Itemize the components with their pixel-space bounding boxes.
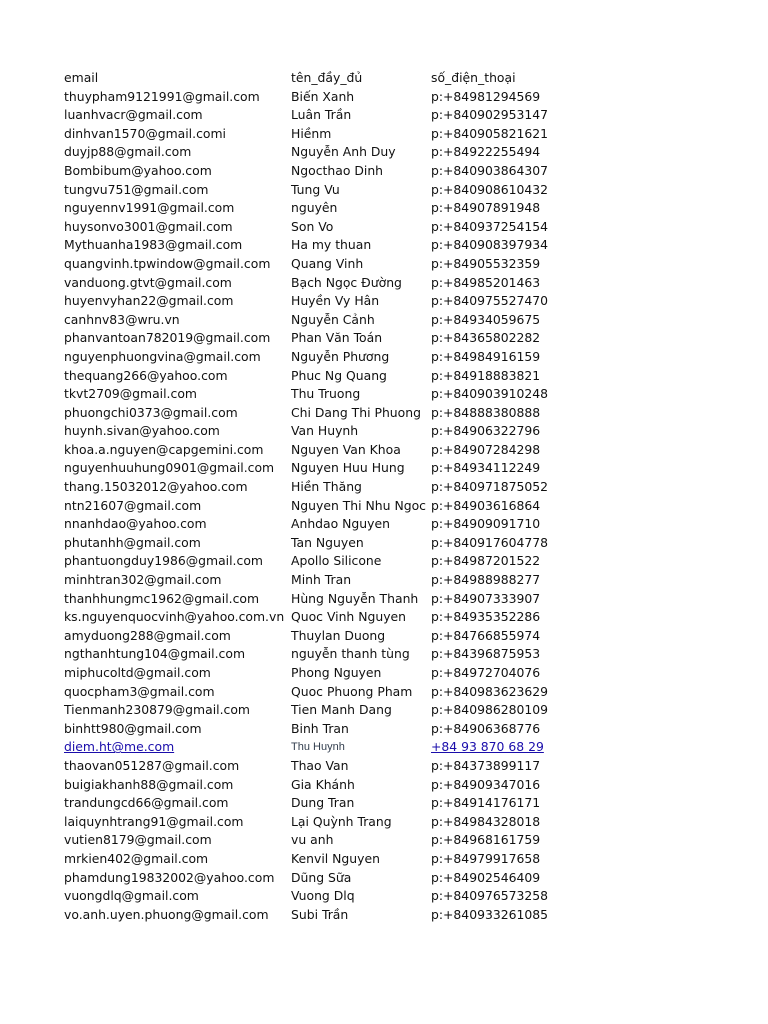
table-row bbox=[0, 906, 768, 925]
email-cell: vuongdlq@gmail.com bbox=[64, 888, 199, 904]
phone-cell: p:+84907284298 bbox=[431, 441, 541, 457]
name-cell: Quoc Phuong Pham bbox=[291, 683, 413, 699]
email-cell: Tienmanh230879@gmail.com bbox=[64, 702, 250, 718]
phone-cell: p:+84987201522 bbox=[431, 553, 541, 569]
table-row bbox=[0, 831, 768, 850]
name-cell: Kenvil Nguyen bbox=[291, 850, 380, 866]
name-cell: Minh Tran bbox=[291, 572, 352, 588]
name-cell: Binh Tran bbox=[291, 720, 349, 736]
table-row bbox=[0, 552, 768, 571]
email-cell: thang.15032012@yahoo.com bbox=[64, 479, 248, 495]
phone-cell: p:+84922255494 bbox=[431, 144, 541, 160]
name-cell: nguyễn thanh tùng bbox=[291, 646, 410, 662]
name-cell: Vuong Dlq bbox=[291, 888, 355, 904]
table-row bbox=[0, 701, 768, 720]
phone-cell: p:+840937254154 bbox=[431, 218, 549, 234]
phone-cell: p:+84902546409 bbox=[431, 869, 541, 885]
name-cell: Tung Vu bbox=[291, 181, 340, 197]
name-cell: Quoc Vinh Nguyen bbox=[291, 609, 407, 625]
phone-cell: p:+840917604778 bbox=[431, 534, 549, 550]
email-cell: dinhvan1570@gmail.comi bbox=[64, 125, 226, 141]
table-row bbox=[0, 106, 768, 125]
table-row bbox=[0, 738, 768, 757]
table-row bbox=[0, 274, 768, 293]
phone-cell: p:+84766855974 bbox=[431, 627, 541, 643]
name-cell: Biến Xanh bbox=[291, 88, 355, 104]
email-cell: thequang266@yahoo.com bbox=[64, 367, 228, 383]
table-row bbox=[0, 683, 768, 702]
phone-cell: p:+84909347016 bbox=[431, 776, 541, 792]
table-row bbox=[0, 869, 768, 888]
table-row bbox=[0, 329, 768, 348]
name-cell: Ngocthao Dinh bbox=[291, 162, 384, 178]
name-cell: Tien Manh Dang bbox=[291, 702, 392, 718]
phone-cell: p:+840905821621 bbox=[431, 125, 549, 141]
name-cell: Phuc Ng Quang bbox=[291, 367, 387, 383]
phone-cell: p:+84984916159 bbox=[431, 348, 541, 364]
table-row bbox=[0, 850, 768, 869]
name-cell: Nguyen Van Khoa bbox=[291, 441, 401, 457]
email-cell: huynh.sivan@yahoo.com bbox=[64, 423, 220, 439]
phone-cell: p:+840908397934 bbox=[431, 237, 549, 253]
phone-cell: p:+840976573258 bbox=[431, 888, 549, 904]
table-row bbox=[0, 571, 768, 590]
table-row bbox=[0, 292, 768, 311]
email-cell: miphucoltd@gmail.com bbox=[64, 665, 211, 680]
email-cell: ntn21607@gmail.com bbox=[64, 497, 202, 513]
phone-cell: p:+84934112249 bbox=[431, 460, 541, 476]
email-cell: Mythuanha1983@gmail.com bbox=[64, 237, 243, 253]
phone-cell: p:+84972704076 bbox=[431, 665, 541, 680]
name-cell: Quang Vinh bbox=[291, 255, 364, 271]
email-cell: quocpham3@gmail.com bbox=[64, 683, 215, 699]
table-row bbox=[0, 813, 768, 832]
phone-cell[interactable]: +84 93 870 68 29 bbox=[431, 739, 544, 755]
phone-cell: p:+84985201463 bbox=[431, 274, 541, 290]
email-cell: duyjp88@gmail.com bbox=[64, 144, 192, 160]
email-cell: phanvantoan782019@gmail.com bbox=[64, 330, 271, 346]
phone-cell: p:+84968161759 bbox=[431, 832, 541, 848]
phone-cell: p:+84914176171 bbox=[431, 795, 541, 811]
table-row bbox=[0, 590, 768, 609]
table-row bbox=[0, 125, 768, 144]
name-cell: Lại Quỳnh Trang bbox=[291, 813, 392, 829]
name-cell: Apollo Silicone bbox=[291, 553, 382, 569]
email-cell: binhtt980@gmail.com bbox=[64, 720, 202, 736]
table-body bbox=[0, 88, 768, 925]
email-cell: thaovan051287@gmail.com bbox=[64, 757, 240, 773]
email-cell: phuongchi0373@gmail.com bbox=[64, 404, 238, 420]
email-cell: nguyenphuongvina@gmail.com bbox=[64, 348, 261, 364]
name-cell: Phan Văn Toán bbox=[291, 330, 383, 346]
email-cell: Bombibum@yahoo.com bbox=[64, 162, 212, 178]
email-cell[interactable]: diem.ht@me.com bbox=[64, 739, 175, 755]
email-cell: tungvu751@gmail.com bbox=[64, 181, 209, 197]
table-row bbox=[0, 404, 768, 423]
email-cell: khoa.a.nguyen@capgemini.com bbox=[64, 441, 264, 457]
email-cell: phutanhh@gmail.com bbox=[64, 534, 201, 550]
column-header-name: tên_đầy_đủ bbox=[291, 70, 363, 85]
phone-cell: p:+84984328018 bbox=[431, 813, 541, 829]
table-row bbox=[0, 236, 768, 255]
phone-cell: p:+84909091710 bbox=[431, 516, 541, 532]
phone-cell: p:+84979917658 bbox=[431, 850, 541, 866]
name-cell: Nguyen Thi Nhu Ngoc bbox=[291, 497, 426, 513]
table-row bbox=[0, 887, 768, 906]
name-cell: Hiềnm bbox=[291, 125, 332, 141]
name-cell: Subi Trần bbox=[291, 906, 349, 922]
phone-cell: p:+84365802282 bbox=[431, 330, 541, 346]
phone-cell: p:+84918883821 bbox=[431, 367, 541, 383]
table-row bbox=[0, 255, 768, 274]
table-row bbox=[0, 608, 768, 627]
name-cell: Tan Nguyen bbox=[291, 534, 364, 550]
email-cell: vo.anh.uyen.phuong@gmail.com bbox=[64, 906, 269, 922]
name-cell: Ha my thuan bbox=[291, 237, 372, 253]
email-cell: laiquynhtrang91@gmail.com bbox=[64, 813, 244, 829]
name-cell: Thu Truong bbox=[291, 386, 361, 402]
table-row bbox=[0, 441, 768, 460]
table-row bbox=[0, 311, 768, 330]
name-cell: Son Vo bbox=[291, 218, 334, 234]
contact-table bbox=[0, 69, 768, 924]
email-cell: vutien8179@gmail.com bbox=[64, 832, 212, 848]
email-cell: thanhhungmc1962@gmail.com bbox=[64, 590, 260, 606]
email-cell: canhnv83@wru.vn bbox=[64, 311, 180, 327]
name-cell: Van Huynh bbox=[291, 423, 359, 439]
table-row bbox=[0, 218, 768, 237]
email-cell: amyduong288@gmail.com bbox=[64, 627, 231, 643]
email-cell: nguyenhuuhung0901@gmail.com bbox=[64, 460, 275, 476]
column-header-phone: số_điện_thoại bbox=[431, 70, 516, 85]
phone-cell: p:+84935352286 bbox=[431, 609, 541, 625]
phone-cell: p:+840983623629 bbox=[431, 683, 549, 699]
table-row bbox=[0, 776, 768, 795]
email-cell: ngthanhtung104@gmail.com bbox=[64, 646, 246, 662]
phone-cell: p:+84903616864 bbox=[431, 497, 541, 513]
name-cell: Gia Khánh bbox=[291, 776, 355, 792]
phone-cell: p:+84907333907 bbox=[431, 590, 541, 606]
name-cell: Hùng Nguyễn Thanh bbox=[291, 590, 419, 606]
email-cell: thuypham9121991@gmail.com bbox=[64, 88, 260, 104]
email-cell: trandungcd66@gmail.com bbox=[64, 795, 229, 811]
table-row bbox=[0, 181, 768, 200]
phone-cell: p:+84988988277 bbox=[431, 572, 541, 588]
email-cell: mrkien402@gmail.com bbox=[64, 850, 209, 866]
phone-cell: p:+840986280109 bbox=[431, 702, 549, 718]
name-cell: Anhdao Nguyen bbox=[291, 516, 390, 532]
name-cell: Thuylan Duong bbox=[291, 627, 386, 643]
phone-cell: p:+840971875052 bbox=[431, 479, 549, 495]
table-row bbox=[0, 367, 768, 386]
phone-cell: p:+84981294569 bbox=[431, 88, 541, 104]
table-row bbox=[0, 143, 768, 162]
phone-cell: p:+84888380888 bbox=[431, 404, 541, 420]
name-cell: Hiền Thăng bbox=[291, 479, 362, 495]
phone-cell: p:+84906322796 bbox=[431, 423, 541, 439]
phone-cell: p:+840908610432 bbox=[431, 181, 549, 197]
name-cell: Thu Huynh bbox=[291, 741, 345, 754]
email-cell: vanduong.gtvt@gmail.com bbox=[64, 274, 232, 290]
table-row bbox=[0, 664, 768, 683]
table-row bbox=[0, 645, 768, 664]
name-cell: Bạch Ngọc Đường bbox=[291, 274, 402, 290]
phone-cell: p:+84906368776 bbox=[431, 720, 541, 736]
name-cell: Dung Tran bbox=[291, 795, 355, 811]
table-row bbox=[0, 422, 768, 441]
email-cell: quangvinh.tpwindow@gmail.com bbox=[64, 255, 271, 271]
table-row bbox=[0, 534, 768, 553]
table-row bbox=[0, 757, 768, 776]
email-cell: huysonvo3001@gmail.com bbox=[64, 218, 233, 234]
table-row bbox=[0, 162, 768, 181]
phone-cell: p:+840903864307 bbox=[431, 162, 549, 178]
table-row bbox=[0, 459, 768, 478]
table-row bbox=[0, 720, 768, 739]
table-row bbox=[0, 385, 768, 404]
phone-cell: p:+840902953147 bbox=[431, 107, 549, 123]
email-cell: nnanhdao@yahoo.com bbox=[64, 516, 207, 532]
table-row bbox=[0, 478, 768, 497]
phone-cell: p:+84396875953 bbox=[431, 646, 541, 662]
name-cell: Nguyễn Cảnh bbox=[291, 311, 375, 327]
phone-cell: p:+840975527470 bbox=[431, 293, 549, 309]
name-cell: Nguyễn Phương bbox=[291, 348, 390, 364]
name-cell: Thao Van bbox=[291, 757, 349, 773]
email-cell: huyenvyhan22@gmail.com bbox=[64, 293, 234, 309]
table-row bbox=[0, 794, 768, 813]
name-cell: Chi Dang Thi Phuong bbox=[291, 404, 421, 420]
phone-cell: p:+84934059675 bbox=[431, 311, 541, 327]
header-row bbox=[0, 69, 768, 88]
email-cell: ks.nguyenquocvinh@yahoo.com.vn bbox=[64, 609, 285, 625]
phone-cell: p:+84907891948 bbox=[431, 200, 541, 216]
name-cell: Luân Trần bbox=[291, 107, 352, 123]
phone-cell: p:+84373899117 bbox=[431, 757, 541, 773]
name-cell: Phong Nguyen bbox=[291, 665, 382, 680]
email-cell: tkvt2709@gmail.com bbox=[64, 386, 197, 402]
column-header-email: email bbox=[64, 70, 99, 85]
phone-cell: p:+840903910248 bbox=[431, 386, 549, 402]
table-row bbox=[0, 497, 768, 516]
email-cell: nguyennv1991@gmail.com bbox=[64, 200, 235, 216]
name-cell: Nguyen Huu Hung bbox=[291, 460, 405, 476]
name-cell: vu anh bbox=[291, 832, 334, 848]
name-cell: Huyền Vy Hân bbox=[291, 293, 380, 309]
email-cell: phamdung19832002@yahoo.com bbox=[64, 869, 275, 885]
name-cell: Dũng Sữa bbox=[291, 869, 352, 885]
email-cell: buigiakhanh88@gmail.com bbox=[64, 776, 234, 792]
phone-cell: p:+840933261085 bbox=[431, 906, 549, 922]
email-cell: minhtran302@gmail.com bbox=[64, 572, 222, 588]
email-cell: luanhvacr@gmail.com bbox=[64, 107, 203, 123]
name-cell: nguyên bbox=[291, 200, 338, 216]
phone-cell: p:+84905532359 bbox=[431, 255, 541, 271]
table-row bbox=[0, 627, 768, 646]
table-row bbox=[0, 88, 768, 107]
table-row bbox=[0, 199, 768, 218]
table-row bbox=[0, 515, 768, 534]
name-cell: Nguyễn Anh Duy bbox=[291, 144, 396, 160]
table-row bbox=[0, 348, 768, 367]
email-cell: phantuongduy1986@gmail.com bbox=[64, 553, 263, 569]
